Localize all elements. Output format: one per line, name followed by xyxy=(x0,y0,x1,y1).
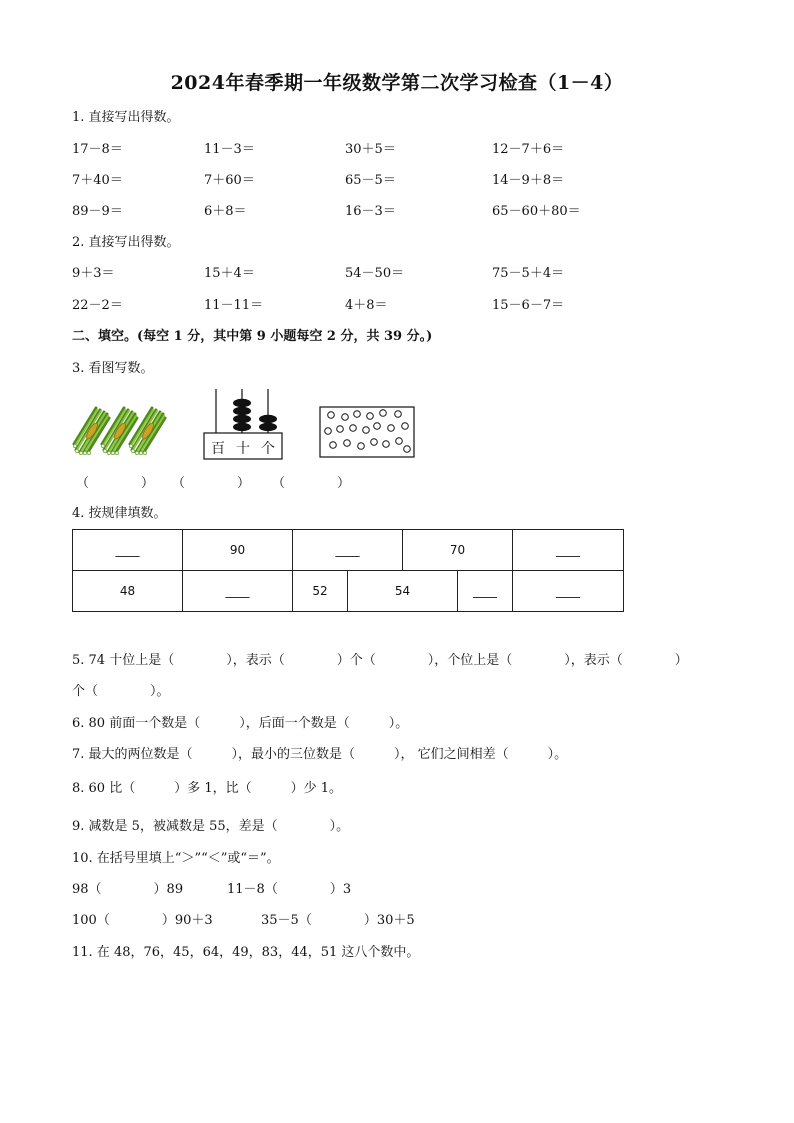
q1-item: 11－3＝ xyxy=(204,142,255,157)
circles-box-image xyxy=(319,406,415,458)
stick-bundles-image xyxy=(74,406,170,458)
q1-item: 6＋8＝ xyxy=(204,204,247,219)
q4-heading: 4. 按规律填数。 xyxy=(72,506,167,521)
q5-line-1: 5. 74 十位上是（ ），表示（ ）个（ ），个位上是（ ），表示（ ） xyxy=(72,653,688,668)
q2-heading: 2. 直接写出得数。 xyxy=(72,235,180,250)
sequence-cell[interactable]: ____ xyxy=(513,571,624,612)
table-row xyxy=(73,571,624,612)
q3-answer-2[interactable]: （ ） xyxy=(172,476,251,491)
q3-answer-3[interactable]: （ ） xyxy=(272,476,351,491)
q11-text: 11. 在 48，76，45，64，49，83，44，51 这八个数中。 xyxy=(72,945,420,960)
q1-item: 7＋60＝ xyxy=(204,173,255,188)
q10-heading: 10. 在括号里填上“＞”“＜”或“＝”。 xyxy=(72,851,280,866)
q9-text: 9. 减数是 5，被减数是 55，差是（ ）。 xyxy=(72,819,350,834)
q7-text: 7. 最大的两位数是（ ），最小的三位数是（ ）， 它们之间相差（ ）。 xyxy=(72,747,568,762)
q1-item: 14－9＋8＝ xyxy=(492,173,565,188)
q1-item: 30＋5＝ xyxy=(345,142,396,157)
q1-item: 7＋40＝ xyxy=(72,173,123,188)
q2-item: 15－6－7＝ xyxy=(492,298,565,313)
q2-item: 54－50＝ xyxy=(345,266,405,281)
q1-item: 65－5＝ xyxy=(345,173,396,188)
q2-item: 11－11＝ xyxy=(204,298,264,313)
q8-text: 8. 60 比（ ）多 1，比（ ）少 1。 xyxy=(72,781,343,796)
sequence-cell: 54 xyxy=(348,571,458,612)
abacus-label-hundreds: 百 xyxy=(211,441,225,457)
abacus-label-ones: 个 xyxy=(261,441,275,457)
q1-item: 65－60＋80＝ xyxy=(492,204,581,219)
q10-compare: 35－5（ ）30＋5 xyxy=(261,913,415,928)
q3-answer-1[interactable]: （ ） xyxy=(76,476,155,491)
table-row xyxy=(73,530,624,571)
q1-item: 16－3＝ xyxy=(345,204,396,219)
q2-item: 75－5＋4＝ xyxy=(492,266,565,281)
sequence-cell[interactable]: ____ xyxy=(183,571,293,612)
q6-text: 6. 80 前面一个数是（ ），后面一个数是（ ）。 xyxy=(72,716,409,731)
section-heading: 二、填空。(每空 1 分，其中第 9 小题每空 2 分，共 39 分。) xyxy=(72,329,433,344)
page-title: 2024年春季期一年级数学第二次学习检查（1－4） xyxy=(170,72,624,94)
q1-item: 89－9＝ xyxy=(72,204,123,219)
sequence-cell: 70 xyxy=(403,530,513,571)
q1-heading: 1. 直接写出得数。 xyxy=(72,110,180,125)
q10-compare: 100（ ）90＋3 xyxy=(72,913,213,928)
sequence-cell[interactable]: ____ xyxy=(293,530,403,571)
sequence-cell: 52 xyxy=(293,571,348,612)
sequence-cell[interactable]: ____ xyxy=(513,530,624,571)
q10-compare: 98（ ）89 xyxy=(72,882,184,897)
sequence-cell[interactable]: ____ xyxy=(73,530,183,571)
sequence-cell: 90 xyxy=(183,530,293,571)
q2-item: 4＋8＝ xyxy=(345,298,388,313)
q2-item: 9＋3＝ xyxy=(72,266,115,281)
q3-heading: 3. 看图写数。 xyxy=(72,361,154,376)
q5-line-2: 个（ ）。 xyxy=(72,684,170,699)
sequence-cell[interactable]: ____ xyxy=(458,571,513,612)
sequence-cell: 48 xyxy=(73,571,183,612)
sequence-table xyxy=(72,529,624,612)
q2-item: 22－2＝ xyxy=(72,298,123,313)
q1-item: 17－8＝ xyxy=(72,142,123,157)
abacus-label-tens: 十 xyxy=(236,441,250,457)
q10-compare: 11－8（ ）3 xyxy=(227,882,352,897)
q1-item: 12－7＋6＝ xyxy=(492,142,565,157)
q2-item: 15＋4＝ xyxy=(204,266,255,281)
